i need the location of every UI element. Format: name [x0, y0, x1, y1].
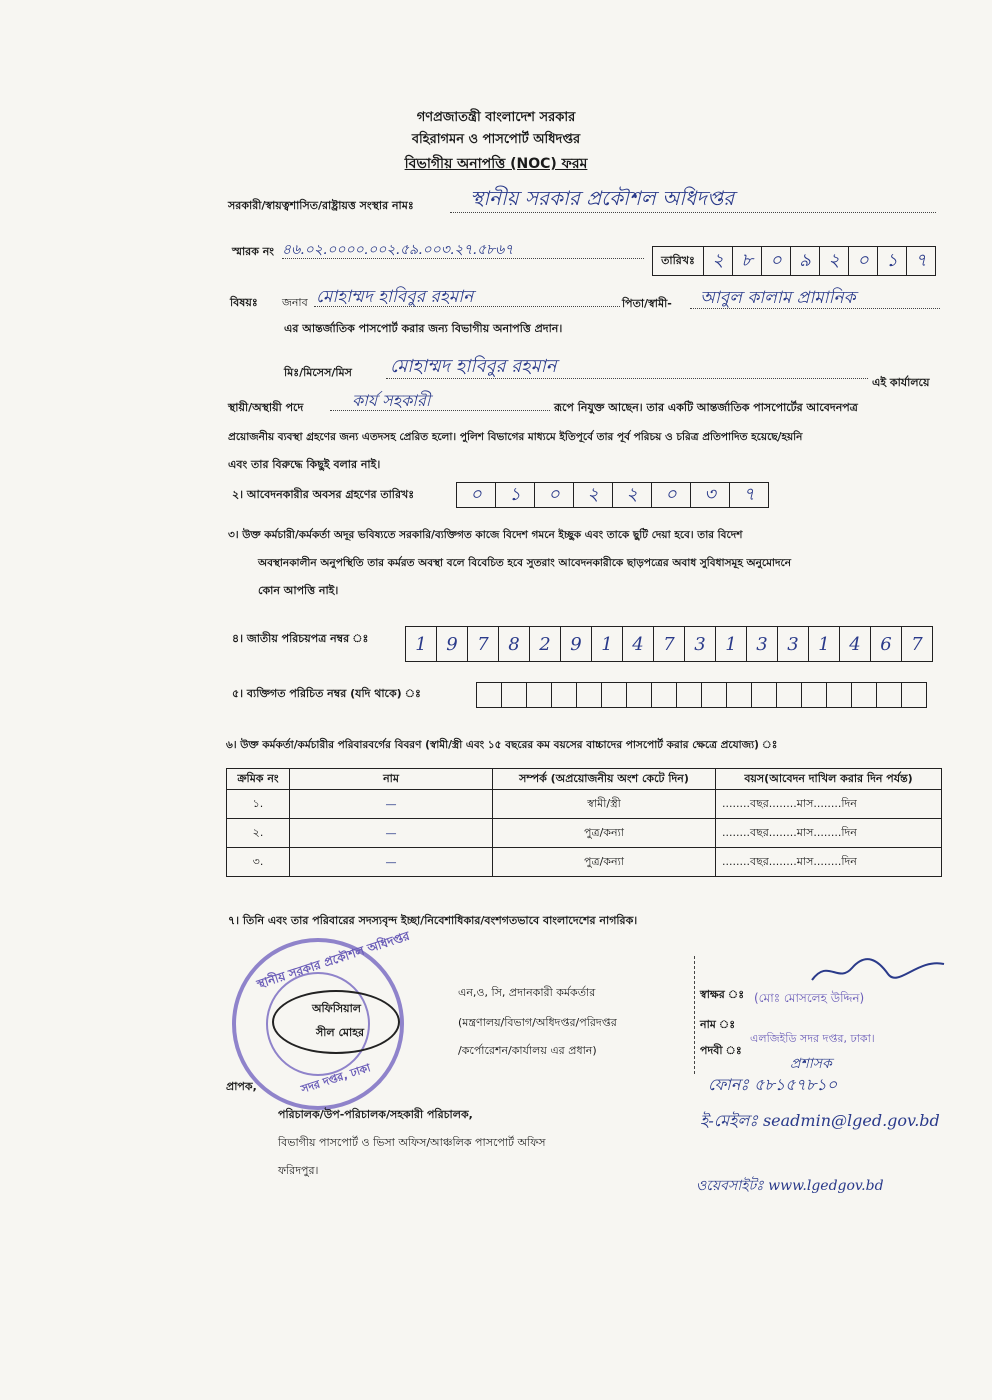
row-age: ........বছর........মাস........দিন [716, 790, 942, 819]
pin-box [476, 682, 927, 708]
retire-date-box [456, 482, 769, 508]
subject-line-2: এর আন্তর্জাতিক পাসপোর্ট করার জন্য বিভাগীয় অনাপত্তি প্রদান। [284, 322, 563, 335]
date-digit: ৯ [791, 247, 820, 275]
sign-label: স্বাক্ষর ঃ [700, 988, 745, 1001]
form-title: বিভাগীয় অনাপত্তি (NOC) ফরম [404, 156, 588, 172]
date-digit: ১ [878, 247, 907, 275]
retire-digit: ৩ [691, 483, 730, 507]
memo-value: ৪৬.০২.০০০০.০০২.৫৯.০০৩.২৭.৫৮৬৭ [282, 242, 514, 258]
header-line-2: বহিরাগমন ও পাসপোর্ট অধিদপ্তর [411, 132, 581, 147]
col-age: বয়স(আবেদন দাখিল করার দিন পর্যন্ত) [716, 769, 942, 790]
date-digit: ৭ [915, 249, 927, 271]
post-value: কার্য সহকারী [352, 391, 431, 410]
nid-digit: 4 [840, 627, 871, 661]
mrs-line [386, 378, 868, 379]
row-relation: পুত্র/কন্যা [493, 819, 716, 848]
date-digit: ০ [762, 247, 791, 275]
family-label: ৬। উক্ত কর্মকর্তা/কর্মচারীর পরিবারবর্গের বিবরণ (স্বামী/স্ত্রী এবং ১৫ বছরের কম বয়সের বাচ্চাদের পাসপোর্ট করার ক্ষেত্রে প্রযোজ্য) ঃ [226, 739, 778, 751]
col-name: নাম [290, 769, 493, 790]
row-age: ........বছর........মাস........দিন [716, 848, 942, 877]
citizenship-line: ৭। তিনি এবং তার পরিবারের সদস্যবৃন্দ ইচ্ছা/নিবেশাধিকার/বংশগতভাবে বাংলাদেশের নাগরিক। [228, 914, 638, 927]
retire-label: ২। আবেদনকারীর অবসর গ্রহণের তারিখঃ [232, 488, 415, 501]
date-digit: ২ [820, 247, 849, 275]
table-row [227, 790, 942, 819]
col-sl: ক্রমিক নং [227, 769, 290, 790]
org-label: সরকারী/স্বায়ত্বশাসিত/রাষ্ট্রায়ত্ত সংস্থার নামঃ [228, 199, 414, 212]
row-sl: ১. [227, 790, 290, 819]
memo-date-label: তারিখঃ [653, 247, 704, 275]
nid-digit: 6 [871, 627, 902, 661]
recipient-line-2: বিভাগীয় পাসপোর্ট ও ভিসা অফিস/আঞ্চলিক পাসপোর্ট অফিস [278, 1136, 546, 1149]
nid-digit: 3 [685, 627, 716, 661]
retire-digit: ০ [535, 483, 574, 507]
nid-digit: 4 [623, 627, 654, 661]
pin-label: ৫। ব্যক্তিগত পরিচিত নম্বর (যদি থাকে) ঃ [232, 687, 421, 700]
row-relation: স্বামী/স্ত্রী [493, 790, 716, 819]
website: ওয়েবসাইটঃ www.lgedgov.bd [696, 1178, 884, 1194]
nid-digit: 9 [561, 627, 592, 661]
nid-digit: 7 [468, 627, 499, 661]
nid-box [405, 626, 933, 662]
signature-mark [808, 954, 948, 990]
nid-digit: 1 [406, 627, 437, 661]
row-name: — [290, 819, 493, 848]
subject-name-line [314, 306, 620, 307]
nid-digit: 1 [716, 627, 747, 661]
memo-label: স্মারক নং [232, 245, 275, 258]
memo-line [282, 258, 644, 259]
recipient-line-1: পরিচালক/উপ-পরিচালক/সহকারী পরিচালক, [278, 1108, 473, 1121]
name-label: নাম ঃ [700, 1018, 736, 1031]
item3-line-3: কোন আপত্তি নাই। [258, 584, 339, 597]
subject-label: বিষয়ঃ [230, 296, 258, 309]
phone: ফোনঃ ৫৮১৫৭৮১০ [708, 1075, 838, 1094]
seal-label-1: অফিসিয়াল [312, 1002, 361, 1015]
recipient-line-3: ফরিদপুর। [278, 1164, 319, 1177]
mrs-name: মোহাম্মদ হাবিবুর রহমান [390, 356, 557, 377]
org-value: স্থানীয় সরকার প্রকৌশল অধিদপ্তর [470, 186, 735, 210]
row-name: — [290, 848, 493, 877]
item3-line-2: অবস্থানকালীন অনুপস্থিতি তার কর্মরত অবস্থা বলে বিবেচিত হবে সুতরাং আবেদনকারীকে ছাড়পত্রের অবাধ সুবিধাসমূহ অনুমোদনে [258, 557, 791, 569]
body-line-3: প্রয়োজনীয় ব্যবস্থা গ্রহণের জন্য এতদসহ প্রেরিত হলো। পুলিশ বিভাগের মাধ্যমে ইতিপূর্বে তার পূর্ব পরিচয় ও চরিত্র প্রতিপাদিত হয়েছে/হয়নি [228, 431, 803, 443]
memo-date-box [652, 246, 936, 276]
nid-digit: 3 [747, 627, 778, 661]
seal-ring-text: স্থানীয় সরকার প্রকৌশল অধিদপ্তর [255, 928, 412, 992]
post-label: স্থায়ী/অস্থায়ী পদে [228, 401, 304, 414]
date-digit: ০ [849, 247, 878, 275]
nid-digit: 9 [437, 627, 468, 661]
post-line [330, 410, 550, 411]
authority-line-3: /কর্পোরেশন/কার্যালয় এর প্রধান) [458, 1044, 597, 1057]
subject-name: মোহাম্মদ হাবিবুর রহমান [316, 287, 474, 307]
nid-digit: 3 [778, 627, 809, 661]
retire-digit: ২ [574, 483, 613, 507]
seal-bottom-text: সদর দপ্তর, ঢাকা [299, 1061, 373, 1096]
office-suffix: এই কার্যালয়ে [872, 376, 930, 389]
seal-label-2: সীল মোহর [316, 1026, 365, 1039]
row-name: — [290, 790, 493, 819]
stamp-name: (মোঃ মোসলেহ উদ্দিন) [754, 991, 865, 1005]
table-row [227, 848, 942, 877]
nid-digit: 8 [499, 627, 530, 661]
nid-digit: 1 [592, 627, 623, 661]
nid-digit: 7 [654, 627, 685, 661]
nid-digit: 2 [530, 627, 561, 661]
recipient-label: প্রাপক, [226, 1080, 257, 1093]
table-row [227, 819, 942, 848]
nid-label: ৪। জাতীয় পরিচয়পত্র নম্বর ঃ [232, 632, 369, 645]
sig-divider [694, 956, 696, 1074]
date-digit: ৮ [733, 247, 762, 275]
email: ই-মেইলঃ seadmin@lged.gov.bd [700, 1111, 940, 1130]
subject-mr: জনাব [282, 296, 308, 309]
family-table [226, 768, 942, 877]
post-suffix: রূপে নিযুক্ত আছেন। তার একটি আন্তর্জাতিক পাসপোর্টের আবেদনপত্র [554, 401, 858, 414]
stamp-desig: এলজিইডি সদর দপ্তর, ঢাকা। [750, 1032, 875, 1045]
retire-digit: ২ [613, 483, 652, 507]
authority-line-1: এন,ও, সি, প্রদানকারী কর্মকর্তার [458, 986, 596, 999]
authority-line-2: (মন্ত্রণালয়/বিভাগ/অধিদপ্তর/পরিদপ্তর [458, 1016, 617, 1029]
mrs-label: মিঃ/মিসেস/মিস [284, 366, 352, 379]
row-sl: ৩. [227, 848, 290, 877]
retire-digit: ০ [652, 483, 691, 507]
body-line-4: এবং তার বিরুদ্ধে কিছুই বলার নাই। [228, 458, 381, 471]
item3-line-1: ৩। উক্ত কর্মচারী/কর্মকর্তা অদূর ভবিষ্যতে সরকারি/ব্যক্তিগত কাজে বিদেশ গমনে ইচ্ছুক এবং তাকে ছুটি দেয়া হবে। তার বিদেশ [228, 529, 743, 541]
retire-digit: ০ [457, 483, 496, 507]
row-sl: ২. [227, 819, 290, 848]
date-digit: ২ [704, 247, 733, 275]
header-line-1: গণপ্রজাতন্ত্রী বাংলাদেশ সরকার [416, 110, 576, 125]
row-age: ........বছর........মাস........দিন [716, 819, 942, 848]
retire-digit: ১ [496, 483, 535, 507]
desig-hand: প্রশাসক [790, 1056, 832, 1072]
desig-label: পদবী ঃ [700, 1044, 742, 1057]
table-header-row [227, 769, 942, 790]
col-relation: সম্পর্ক (অপ্রয়োজনীয় অংশ কেটে দিন) [493, 769, 716, 790]
father-name: আবুল কালাম প্রামানিক [700, 288, 856, 308]
father-label: পিতা/স্বামী- [622, 297, 672, 310]
nid-digit: 7 [911, 633, 923, 655]
row-relation: পুত্র/কন্যা [493, 848, 716, 877]
retire-digit: ৭ [743, 483, 755, 505]
nid-digit: 1 [809, 627, 840, 661]
father-line [690, 308, 940, 309]
